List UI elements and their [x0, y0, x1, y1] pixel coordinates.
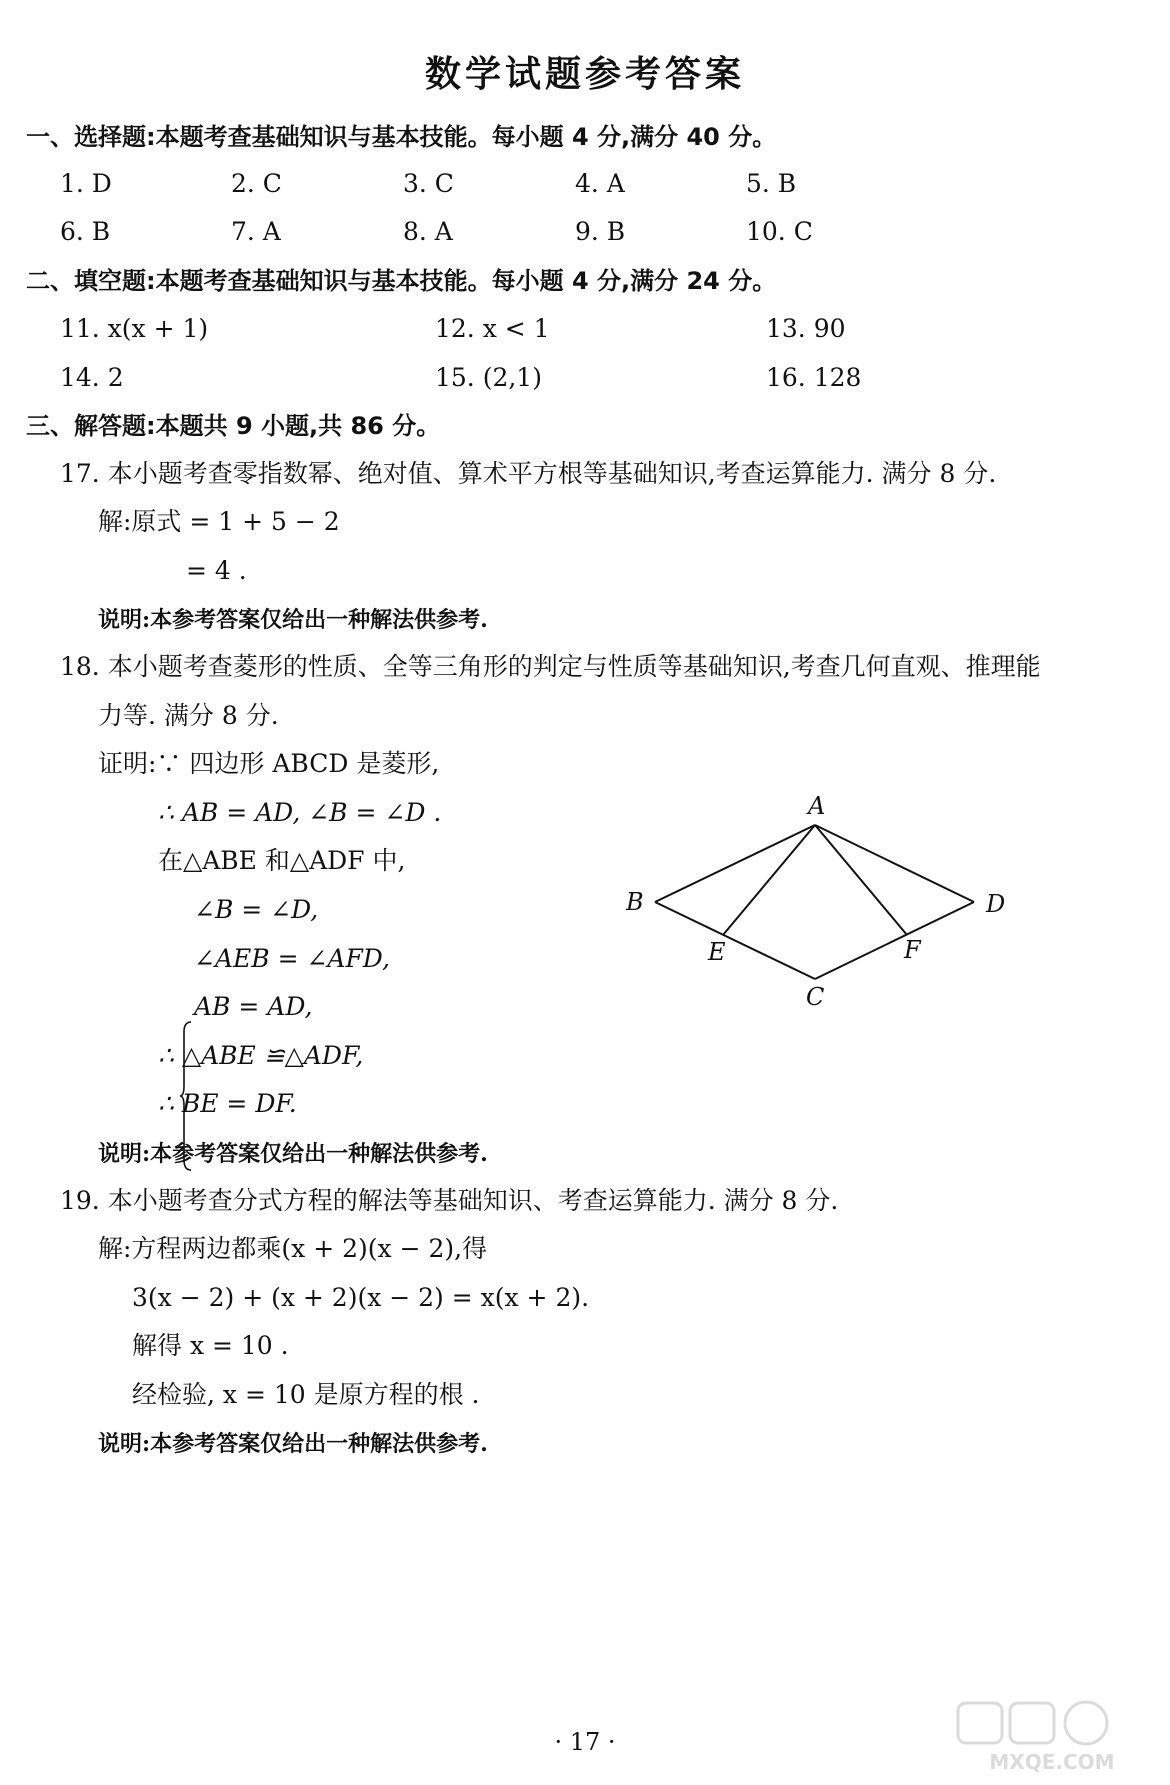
answer-3: 3. C — [403, 169, 454, 198]
answer-5: 5. B — [746, 169, 797, 198]
answer-14: 14. 2 — [60, 363, 124, 392]
answer-6: 6. B — [60, 217, 111, 246]
q18-line-3: 在△ABE 和△ADF 中, — [158, 846, 406, 875]
page-title: 数学试题参考答案 — [424, 54, 745, 95]
answer-1: 1. D — [60, 169, 112, 198]
section-2-heading: 二、填空题:本题考查基础知识与基本技能。每小题 4 分,满分 24 分。 — [26, 267, 777, 295]
answer-12: 12. x < 1 — [435, 314, 550, 343]
q18-line-4: ∴ △ABE ≌△ADF, — [158, 1041, 364, 1070]
label-c: C — [806, 983, 825, 1011]
answer-16: 16. 128 — [766, 363, 862, 392]
edge-bc — [655, 902, 815, 979]
label-d: D — [986, 890, 1006, 918]
answer-9: 9. B — [575, 217, 626, 246]
answer-4: 4. A — [575, 169, 625, 198]
label-f: F — [904, 936, 921, 964]
answer-11: 11. x(x + 1) — [60, 314, 209, 343]
q17-line-1: 解:原式 = 1 + 5 − 2 — [98, 507, 340, 536]
edge-cd — [815, 902, 974, 979]
q18-brace-line-1: ∠B = ∠D, — [194, 895, 319, 924]
segment-af — [815, 825, 907, 935]
label-a: A — [808, 792, 826, 820]
q18-line-1: 证明:∵ 四边形 ABCD 是菱形, — [98, 749, 440, 778]
answer-13: 13. 90 — [766, 314, 846, 343]
rhombus-figure — [600, 780, 1030, 1020]
answer-7: 7. A — [231, 217, 281, 246]
page-number: · 17 · — [554, 1728, 616, 1756]
q17-note: 说明:本参考答案仅给出一种解法供参考. — [98, 607, 488, 633]
q19-intro: 19. 本小题考查分式方程的解法等基础知识、考查运算能力. 满分 8 分. — [60, 1186, 839, 1215]
q19-line-2: 3(x − 2) + (x + 2)(x − 2) = x(x + 2). — [132, 1283, 590, 1312]
answer-10: 10. C — [746, 217, 813, 246]
edge-ab — [655, 825, 815, 902]
q17-line-2: = 4 . — [186, 556, 247, 585]
answer-8: 8. A — [403, 217, 453, 246]
watermark-logo — [952, 1699, 1152, 1777]
q19-line-4: 经检验, x = 10 是原方程的根 . — [132, 1380, 480, 1409]
q18-line-5: ∴ BE = DF. — [158, 1089, 297, 1118]
label-e: E — [708, 938, 726, 966]
q19-line-1: 解:方程两边都乘(x + 2)(x − 2),得 — [98, 1234, 488, 1263]
q19-line-3: 解得 x = 10 . — [132, 1331, 289, 1360]
edge-da — [815, 825, 974, 902]
watermark-url: MXQE.COM — [989, 1750, 1115, 1774]
answer-15: 15. (2,1) — [435, 363, 542, 392]
q17-intro: 17. 本小题考查零指数幂、绝对值、算术平方根等基础知识,考查运算能力. 满分 8 分. — [60, 459, 997, 488]
q18-note: 说明:本参考答案仅给出一种解法供参考. — [98, 1141, 488, 1167]
q18-intro-1: 18. 本小题考查菱形的性质、全等三角形的判定与性质等基础知识,考查几何直观、推理能 — [60, 652, 1041, 681]
section-3-heading: 三、解答题:本题共 9 小题,共 86 分。 — [26, 412, 441, 440]
label-b: B — [626, 888, 644, 916]
q18-line-2: ∴ AB = AD, ∠B = ∠D . — [158, 798, 442, 827]
section-1-heading: 一、选择题:本题考查基础知识与基本技能。每小题 4 分,满分 40 分。 — [26, 123, 777, 151]
q18-brace-line-2: ∠AEB = ∠AFD, — [194, 944, 390, 973]
q19-note: 说明:本参考答案仅给出一种解法供参考. — [98, 1431, 488, 1457]
q18-intro-2: 力等. 满分 8 分. — [98, 701, 279, 730]
segment-ae — [723, 825, 815, 935]
answer-2: 2. C — [231, 169, 282, 198]
q18-brace-line-3: AB = AD, — [194, 992, 313, 1021]
